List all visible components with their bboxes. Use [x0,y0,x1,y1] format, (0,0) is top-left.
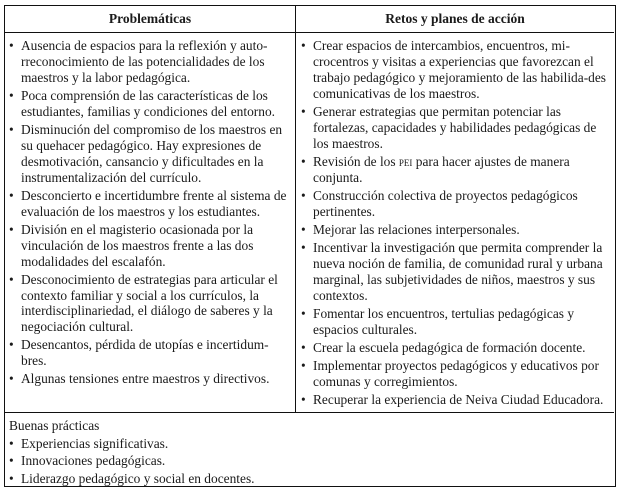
list-item: • Generar estrategias que permitan potenciar las fortalezas, capacidades y habilidades pedagógicas de los maestros. [301,104,612,152]
list-item: • Incentivar la investigación que permita comprender la nueva noción de familia, de comunidad rural y urbana marginal, las subjetividades de niños, maestros y sus contextos. [301,240,612,304]
list-item [301,154,612,186]
list-item: • Experiencias significativas. [9,435,610,453]
problems-challenges-table [4,5,616,487]
list-item: • División en el magisterio ocasionada por la vinculación de los maestros frente a las dos modalidades del escalafón. [9,222,291,270]
list-item: • Desencantos, pérdida de utopías e incertidum-bres. [9,337,291,369]
list-item: • Innovaciones pedagógicas. [9,452,610,470]
header-challenges: Retos y planes de acción [296,6,614,33]
list-item: • Construcción colectiva de proyectos pedagógicos pertinentes. [301,188,612,220]
list-item: • Fomentar los encuentros, tertulias pedagógicas y espacios culturales. [301,306,612,338]
list-item: • Recuperar la experiencia de Neiva Ciudad Educadora. [301,392,612,408]
header-problems: Problemáticas [5,6,296,33]
list-item: • Desconocimiento de estrategias para articular el contexto familiar y social a los currículos, la interdisciplinariedad, el diálogo de saberes y la negociación cultural. [9,272,291,336]
list-item: • Liderazgo pedagógico y social en docentes. [9,470,610,488]
text: para hacer ajustes de manera conjunta. [313,153,570,185]
list-item: • Algunas tensiones entre maestros y directivos. [9,371,291,387]
list-item: • Poca comprensión de las características de los estudiantes, familias y condiciones del entorno. [9,88,291,120]
list-item: • Desconcierto e incertidumbre frente al sistema de evaluación de los maestros y los estudiantes. [9,188,291,220]
problems-column [5,33,296,412]
list-item: • Crear espacios de intercambios, encuentros, mi-crocentros y visitas a experiencias que favorezcan el trabajo pedagógico y mejoramiento de las habilida-des comunicativas de los maestros. [301,38,612,102]
pei-abbreviation: pei [398,153,413,169]
list-item: • Mejorar las relaciones interpersonales. [301,222,612,238]
list-item: • Implementar proyectos pedagógicos y educativos por comunas y corregimientos. [301,358,612,390]
list-item: • Ausencia de espacios para la reflexión y auto-rreconocimiento de las potencialidades de los maestros y la labor pedagógica. [9,38,291,86]
challenges-column [296,33,614,412]
good-practices-title: Buenas prácticas [9,418,100,433]
text: Revisión de los [313,153,399,169]
good-practices-list [9,435,610,488]
challenges-list [301,38,612,408]
good-practices-section [5,412,614,487]
list-item: • Disminución del compromiso de los maestros en su quehacer pedagógico. Hay expresiones de desmotivación, cansancio y dificultades en la instrumentalización del currículo. [9,122,291,186]
problems-list [9,38,291,387]
list-item: • Crear la escuela pedagógica de formación docente. [301,340,612,356]
